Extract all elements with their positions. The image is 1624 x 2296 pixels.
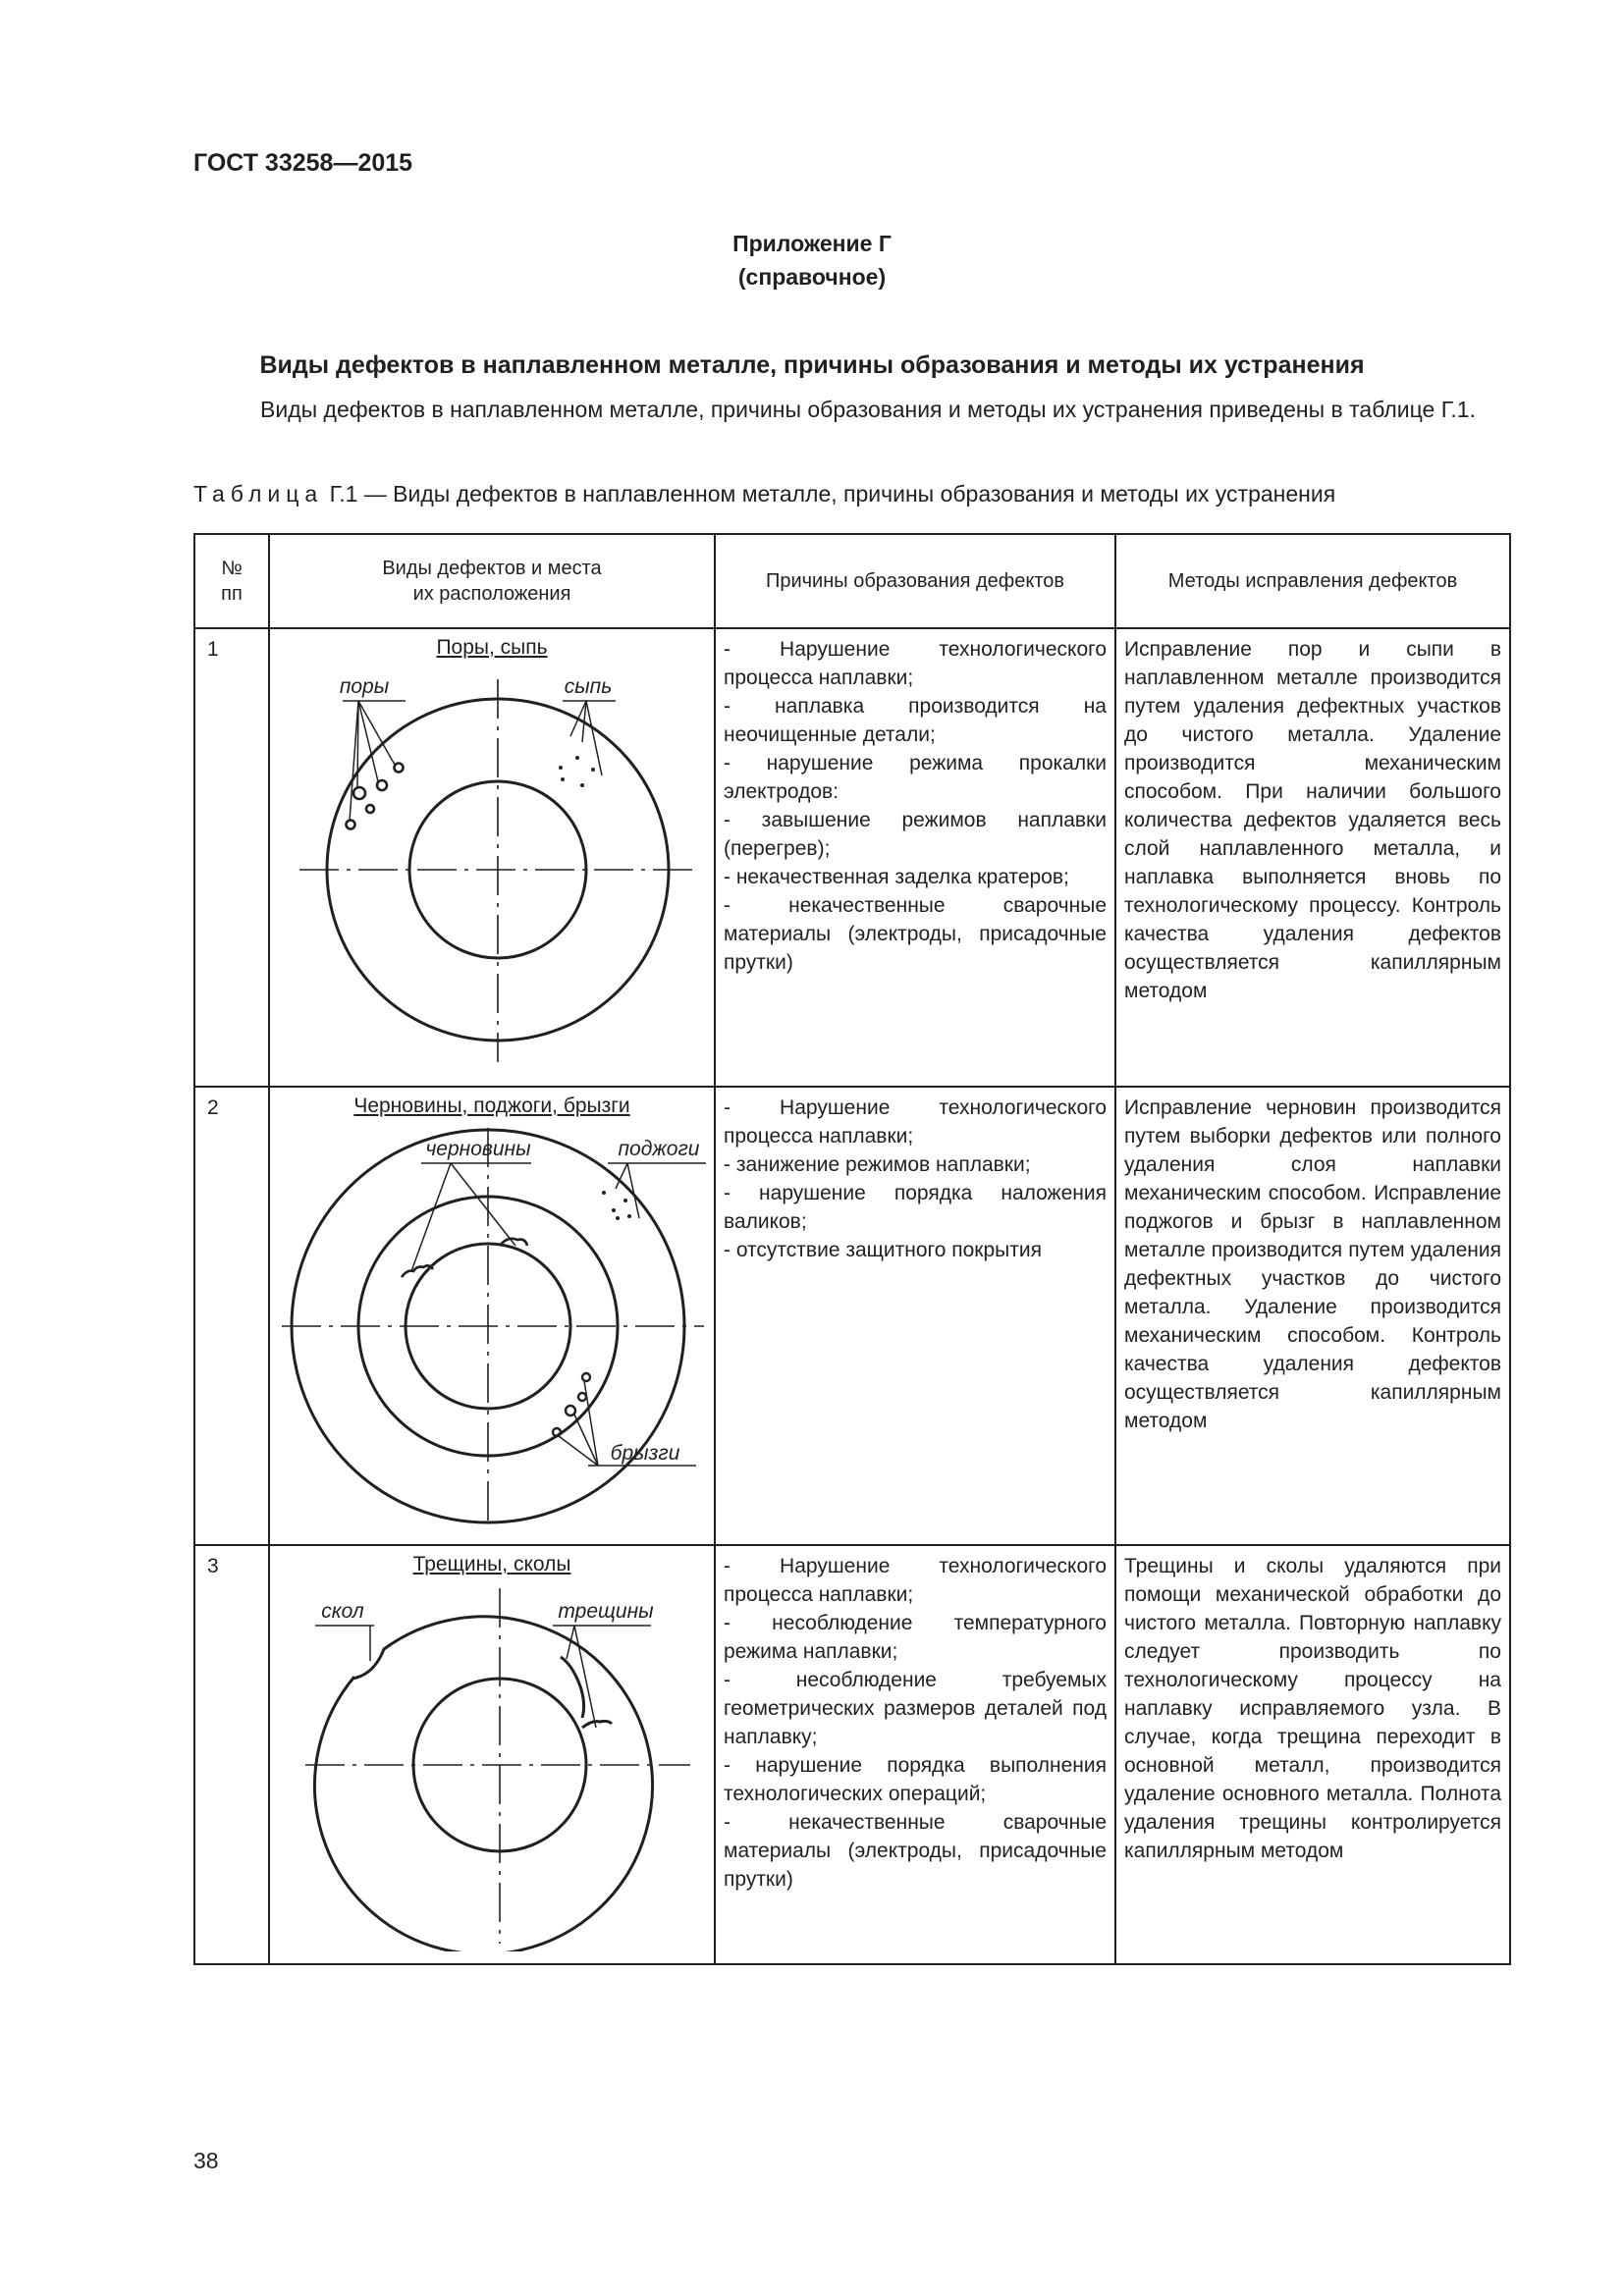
leader-lines — [315, 1626, 651, 1728]
label-chip: скол — [321, 1600, 364, 1623]
pore-leader-lines — [343, 701, 616, 821]
center-lines — [305, 1588, 690, 1944]
appendix-title — [0, 227, 1624, 294]
table-row — [194, 628, 1510, 1087]
header-types-line-1: Виды дефектов и места — [382, 558, 602, 579]
defects-table — [193, 533, 1511, 1965]
scorch-marks — [602, 1191, 631, 1220]
rash-marks — [559, 756, 595, 787]
cause-item: - Нарушение технологического процесса наплавки; — [724, 1555, 1107, 1606]
cause-item: - некачественные сварочные материалы (электроды, присадочные прутки) — [724, 1811, 1107, 1891]
label-cracks: трещины — [558, 1600, 654, 1623]
defect-figure-cell — [269, 628, 715, 1087]
label-rash: сыпь — [564, 675, 613, 698]
label-spatter: брызги — [610, 1442, 680, 1465]
defect-figure-cell — [269, 1087, 715, 1545]
header-num-line-1: № — [221, 558, 243, 579]
cause-item: - завышение режимов наплавки (перегрев); — [724, 809, 1107, 860]
defect-figure-cell — [269, 1545, 715, 1964]
label-pores: поры — [339, 675, 390, 698]
pores-rash-diagram — [276, 662, 708, 1074]
page-number: 38 — [193, 2148, 219, 2173]
outer-ring — [315, 1617, 653, 1951]
pore-marks — [347, 764, 404, 829]
section-heading: Виды дефектов в наплавленном металле, причины образования и методы их устранения — [259, 351, 1365, 379]
cause-item: - наплавка производится на неочищенные детали; — [724, 695, 1107, 746]
scorch-spatter-diagram — [274, 1120, 712, 1532]
cause-item: - несоблюдение требуемых геометрических размеров деталей под наплавку; — [724, 1669, 1107, 1748]
label-black-spots: черновины — [425, 1138, 531, 1160]
header-num — [194, 534, 269, 628]
row-number: 3 — [194, 1545, 269, 1964]
header-causes: Причины образования дефектов — [715, 534, 1115, 628]
row-number: 2 — [194, 1087, 269, 1545]
table-caption-label: Таблица — [193, 481, 324, 507]
cause-item: - нарушение порядка наложения валиков; — [724, 1182, 1107, 1233]
table-row — [194, 1087, 1510, 1545]
header-methods: Методы исправления дефектов — [1115, 534, 1510, 628]
table-caption-text: Г.1 — Виды дефектов в наплавленном металле, причины образования и методы их устранения — [329, 481, 1336, 507]
intro-paragraph: Виды дефектов в наплавленном металле, причины образования и методы их устранения приведены в таблице Г.1. — [260, 397, 1476, 422]
center-lines — [299, 679, 696, 1062]
header-num-line-2: пп — [221, 583, 243, 605]
cause-item: - нарушение порядка выполнения технологических операций; — [724, 1754, 1107, 1805]
cause-item: - несоблюдение температурного режима наплавки; — [724, 1612, 1107, 1663]
defect-causes — [715, 1087, 1115, 1545]
document-id: ГОСТ 33258—2015 — [193, 149, 413, 177]
defect-title: Трещины, сколы — [412, 1553, 571, 1575]
table-caption — [193, 481, 1335, 507]
defect-causes — [715, 1545, 1115, 1964]
defect-title: Черновины, поджоги, брызги — [353, 1095, 630, 1117]
defect-methods: Исправление черновин производится путем выборки дефектов или полного удаления слоя наплавки механическим способом. Исправление поджогов и брызг в наплавленном металле производится путем удаления дефектных участков до чистого металла. Удаление производится механическим способом. Контроль качества удаления дефектов осуществляется капиллярным методом — [1115, 1087, 1510, 1545]
cause-item: - нарушение режима прокалки электродов: — [724, 752, 1107, 803]
row-number: 1 — [194, 628, 269, 1087]
defect-methods: Исправление пор и сыпи в наплавленном металле производится путем удаления дефектных участков до чистого металла. Удаление производится механическим способом. При наличии большого количества дефектов удаляется весь слой наплавленного металла, и наплавка выполняется вновь по технологическому процессу. Контроль качества удаления дефектов осуществляется капиллярным методом — [1115, 628, 1510, 1087]
cause-item: - некачественная заделка кратеров; — [724, 866, 1069, 888]
appendix-title-main: Приложение Г — [732, 231, 892, 256]
header-types-line-2: их расположения — [412, 583, 571, 605]
appendix-subtitle: (справочное) — [737, 264, 887, 290]
label-scorch: поджоги — [618, 1138, 700, 1160]
cracks-chips-diagram — [276, 1578, 708, 1951]
defect-title: Поры, сыпь — [436, 636, 548, 659]
table-header-row — [194, 534, 1510, 628]
center-lines — [282, 1128, 704, 1526]
cause-item: - Нарушение технологического процесса наплавки; — [724, 638, 1107, 689]
cause-item: - занижение режимов наплавки; — [724, 1153, 1031, 1176]
cause-item: - некачественные сварочные материалы (электроды, присадочные прутки) — [724, 894, 1107, 974]
header-defect-types — [269, 534, 715, 628]
defect-methods: Трещины и сколы удаляются при помощи механической обработки до чистого металла. Повторную наплавку следует производить по технологическому процессу на наплавку исправляемого узла. В случае, когда трещина переходит в основной металл, производится удаление основного металла. Полнота удаления трещины контролируется капиллярным методом — [1115, 1545, 1510, 1964]
cause-item: - Нарушение технологического процесса наплавки; — [724, 1096, 1107, 1148]
cause-item: - отсутствие защитного покрытия — [724, 1239, 1042, 1261]
defect-causes — [715, 628, 1115, 1087]
table-row — [194, 1545, 1510, 1964]
